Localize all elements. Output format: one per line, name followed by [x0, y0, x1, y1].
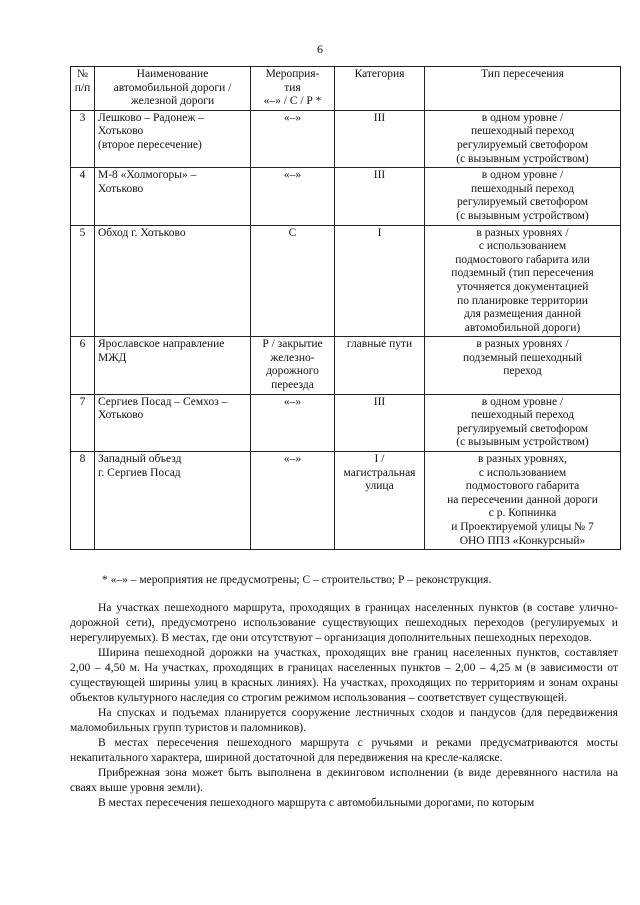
paragraph: Прибрежная зона может быть выполнена в декинговом исполнении (в виде деревянного настила на сваях выше уровня земли). — [70, 766, 618, 794]
table-row — [71, 168, 621, 225]
table-row — [71, 337, 621, 394]
road-name: Лешково – Радонеж – Хотьково (второе пересечение) — [95, 110, 251, 167]
body-text — [70, 600, 618, 810]
category: главные пути — [335, 337, 425, 394]
row-number: 5 — [71, 225, 95, 337]
measure: Р / закрытие железно- дорожного переезда — [251, 337, 335, 394]
header-number: № п/п — [71, 67, 95, 111]
road-name: М-8 «Холмогоры» – Хотьково — [95, 168, 251, 225]
header-category: Категория — [335, 67, 425, 111]
measure: С — [251, 225, 335, 337]
measure: «–» — [251, 168, 335, 225]
row-number: 3 — [71, 110, 95, 167]
measure: «–» — [251, 452, 335, 550]
crossings-table — [70, 66, 621, 550]
paragraph: На участках пешеходного маршрута, проходящих в границах населенных пунктов (в составе улично-дорожной сети), предусмотрено использование существующих пешеходных переходов (регулируемых и нерегулируемых). В местах, где они отсутствуют – организация дополнительных пешеходных переходов. — [70, 601, 618, 644]
row-number: 8 — [71, 452, 95, 550]
crossing-type: в одном уровне / пешеходный переход регулируемый светофором (с вызывным устройством) — [425, 110, 621, 167]
table-row — [71, 110, 621, 167]
road-name: Обход г. Хотьково — [95, 225, 251, 337]
category: III — [335, 168, 425, 225]
measure: «–» — [251, 110, 335, 167]
road-name: Западный объезд г. Сергиев Посад — [95, 452, 251, 550]
crossing-type: в разных уровнях / с использованием подмостового габарита или подземный (тип пересечения уточняется документацией по планировке территории для размещения данной автомобильной дороги) — [425, 225, 621, 337]
header-measures: Мероприя- тия «–» / С / Р * — [251, 67, 335, 111]
row-number: 6 — [71, 337, 95, 394]
paragraph: В местах пересечения пешеходного маршрута с автомобильными дорогами, по которым — [98, 796, 535, 809]
crossing-type: в разных уровнях / подземный пешеходный переход — [425, 337, 621, 394]
road-name: Ярославское направление МЖД — [95, 337, 251, 394]
header-crossing-type: Тип пересечения — [425, 67, 621, 111]
table-row — [71, 394, 621, 451]
table-row — [71, 225, 621, 337]
category: III — [335, 394, 425, 451]
paragraph: На спусках и подъемах планируется сооружение лестничных сходов и пандусов (для передвижения маломобильных групп туристов и паломников). — [70, 706, 618, 734]
category: I — [335, 225, 425, 337]
row-number: 4 — [71, 168, 95, 225]
header-road-name: Наименование автомобильной дороги / железной дороги — [95, 67, 251, 111]
crossing-type: в одном уровне / пешеходный переход регулируемый светофором (с вызывным устройством) — [425, 394, 621, 451]
road-name: Сергиев Посад – Семхоз – Хотьково — [95, 394, 251, 451]
table-footnote: * «–» – мероприятия не предусмотрены; С – строительство; Р – реконструкция. — [102, 574, 492, 586]
crossing-type: в одном уровне / пешеходный переход регулируемый светофором (с вызывным устройством) — [425, 168, 621, 225]
table-row — [71, 452, 621, 550]
row-number: 7 — [71, 394, 95, 451]
category: I / магистральная улица — [335, 452, 425, 550]
crossing-type: в разных уровнях, с использованием подмостового габарита на пересечении данной дороги с р. Копнинка и Проектируемой улицы № 7 ОНО ППЗ «Конкурсный» — [425, 452, 621, 550]
paragraph: В местах пересечения пешеходного маршрута с ручьями и реками предусматриваются мосты некапитального характера, шириной достаточной для передвижения на кресле-каляске. — [70, 736, 618, 764]
table-header-row — [71, 67, 621, 111]
measure: «–» — [251, 394, 335, 451]
paragraph: Ширина пешеходной дорожки на участках, проходящих вне границ населенных пунктов, составляет 2,00 – 4,50 м. На участках, проходящих в границах населенных пунктов – 2,00 – 4,25 м (в зависимости от существующей ширины улиц в красных линиях). На участках, проходящих по территориям и зонам охраны объектов культурного наследия со строгим режимом использования – соответствует существующей. — [70, 646, 618, 704]
page-number: 6 — [317, 42, 323, 56]
category: III — [335, 110, 425, 167]
